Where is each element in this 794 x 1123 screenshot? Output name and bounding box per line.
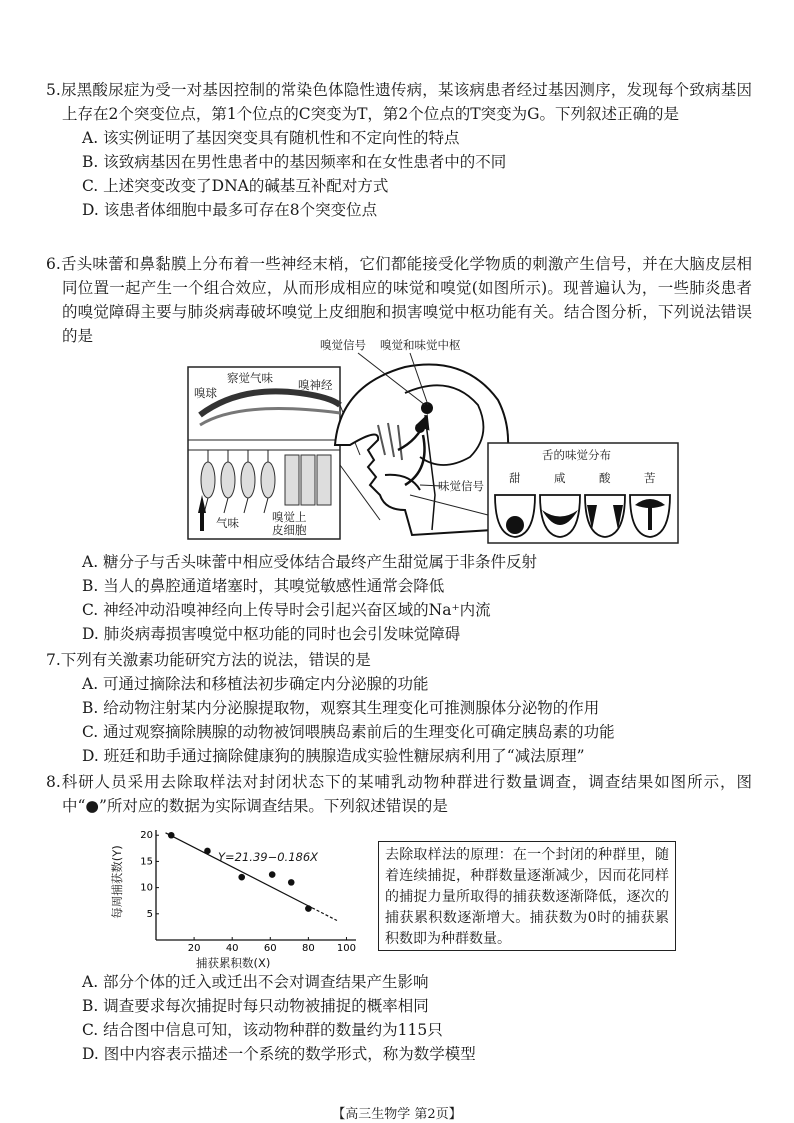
question-stem: 7.下列有关激素功能研究方法的说法，错误的是	[46, 651, 371, 669]
option-c: C. 上述突变改变了DNA的碱基互补配对方式	[82, 177, 389, 195]
question-5	[46, 78, 752, 222]
label-olfactory-nerve: 嗅神经	[298, 378, 333, 392]
tongue-label-sweet: 甜	[509, 471, 521, 485]
chart-svg	[118, 822, 368, 972]
option-c: C. 结合图中信息可知，该动物种群的数量约为115只	[82, 1021, 443, 1039]
x-tick-label: 80	[302, 943, 315, 954]
option-b: B. 当人的鼻腔通道堵塞时，其嗅觉敏感性通常会降低	[82, 577, 445, 595]
chart-xlabel: 捕获累积数(X)	[196, 956, 271, 970]
option-d: D. 该患者体细胞中最多可存在8个突变位点	[82, 201, 378, 219]
option-b: B. 给动物注射某内分泌腺提取物，观察其生理变化可推测腺体分泌物的作用	[82, 699, 600, 717]
label-smell-signal: 嗅觉信号	[320, 338, 366, 352]
y-tick-label: 5	[146, 908, 153, 920]
removal-sampling-principle: 去除取样法的原理：在一个封闭的种群里，随着连续捕捉，种群数量逐渐减少，因而花同样的捕捉力量所取得的捕获数逐渐降低，逐次的捕获累积数逐渐增大。捕获数为0时的捕获累积数即为种群数量。	[378, 841, 676, 951]
question-stem: 5.尿黑酸尿症为受一对基因控制的常染色体隐性遗传病，某该病患者经过基因测序，发现每个致病基因上存在2个突变位点，第1个位点的C突变为T，第2个位点的T突变为G。下列叙述正确的是	[46, 81, 752, 123]
question-7	[46, 648, 752, 768]
data-point	[288, 879, 295, 886]
question-stem: 8.科研人员采用去除取样法对封闭状态下的某哺乳动物种群进行数量调查，调查结果如图所示，图中“●”所对应的数据为实际调查结果。下列叙述错误的是	[46, 773, 752, 815]
x-tick-label: 100	[336, 943, 357, 954]
label-smell-taste-center: 嗅觉和味觉中枢	[380, 338, 461, 352]
question-6-options	[62, 550, 752, 646]
option-d: D. 班廷和助手通过摘除健康狗的胰腺造成实验性糖尿病利用了“减法原理”	[82, 747, 585, 765]
tongue-label-bitter: 苦	[644, 471, 656, 485]
tongue-label-salty: 咸	[554, 471, 566, 485]
x-tick-label: 60	[263, 943, 277, 954]
option-c: C. 神经冲动沿嗅神经向上传导时会引起兴奋区域的Na⁺内流	[82, 601, 491, 619]
y-tick-label: 15	[140, 856, 153, 868]
chart-ylabel: 每周捕获数(Y)	[109, 845, 124, 919]
data-point	[204, 848, 211, 855]
data-point	[168, 832, 175, 839]
option-b: B. 该致病基因在男性患者中的基因频率和在女性患者中的不同	[82, 153, 507, 171]
option-b: B. 调查要求每次捕捉时每只动物被捕捉的概率相同	[82, 997, 429, 1015]
option-c: C. 通过观察摘除胰腺的动物被饲喂胰岛素前后的生理变化可确定胰岛素的功能	[82, 723, 615, 741]
removal-sampling-chart	[109, 822, 368, 972]
option-d: D. 图中内容表示描述一个系统的数学形式，称为数学模型	[82, 1045, 476, 1063]
trend-line-extrapolated	[312, 908, 337, 921]
tongue-label-sour: 酸	[599, 471, 611, 485]
y-tick-label: 20	[140, 830, 153, 842]
option-a: A. 该实例证明了基因突变具有随机性和不定向性的特点	[82, 129, 460, 147]
label-odor: 气味	[216, 516, 239, 530]
option-a: A. 可通过摘除法和移植法初步确定内分泌腺的功能	[82, 675, 429, 693]
label-olfactory-bulb: 嗅球	[194, 386, 217, 400]
data-point	[269, 871, 276, 878]
question-6	[46, 252, 752, 348]
option-a: A. 糖分子与舌头味蕾中相应受体结合最终产生甜觉属于非条件反射	[82, 553, 538, 571]
trend-line	[166, 833, 313, 908]
label-detect-smell: 察觉气味	[227, 371, 273, 385]
label-taste-signal: 味觉信号	[438, 479, 484, 493]
chart-equation: Y=21.39−0.186X	[218, 850, 319, 864]
question-8-options	[62, 970, 752, 1066]
olfaction-taste-diagram	[180, 338, 680, 545]
question-8	[46, 770, 752, 818]
y-tick-label: 10	[140, 882, 153, 894]
option-d: D. 肺炎病毒损害嗅觉中枢功能的同时也会引发味觉障碍	[82, 625, 461, 643]
page-footer: 【高三生物学 第2页】	[332, 1107, 462, 1122]
label-olfactory-epithelium: 嗅觉上皮细胞	[272, 510, 307, 537]
data-point	[238, 874, 245, 881]
x-tick-label: 40	[225, 943, 239, 954]
tongue-title: 舌的味觉分布	[542, 448, 611, 462]
x-tick-label: 20	[187, 943, 201, 954]
data-point	[305, 905, 312, 912]
question-stem: 6.舌头味蕾和鼻黏膜上分布着一些神经末梢，它们都能接受化学物质的刺激产生信号，并在大脑皮层相同位置一起产生一个组合效应，从而形成相应的味觉和嗅觉(如图所示)。现普遍认为，一些肺炎患者的嗅觉障碍主要与肺炎病毒破坏嗅觉上皮细胞和损害嗅觉中枢功能有关。结合图分析，下列说法错误的是	[46, 255, 752, 345]
option-a: A. 部分个体的迁入或迁出不会对调查结果产生影响	[82, 973, 429, 991]
